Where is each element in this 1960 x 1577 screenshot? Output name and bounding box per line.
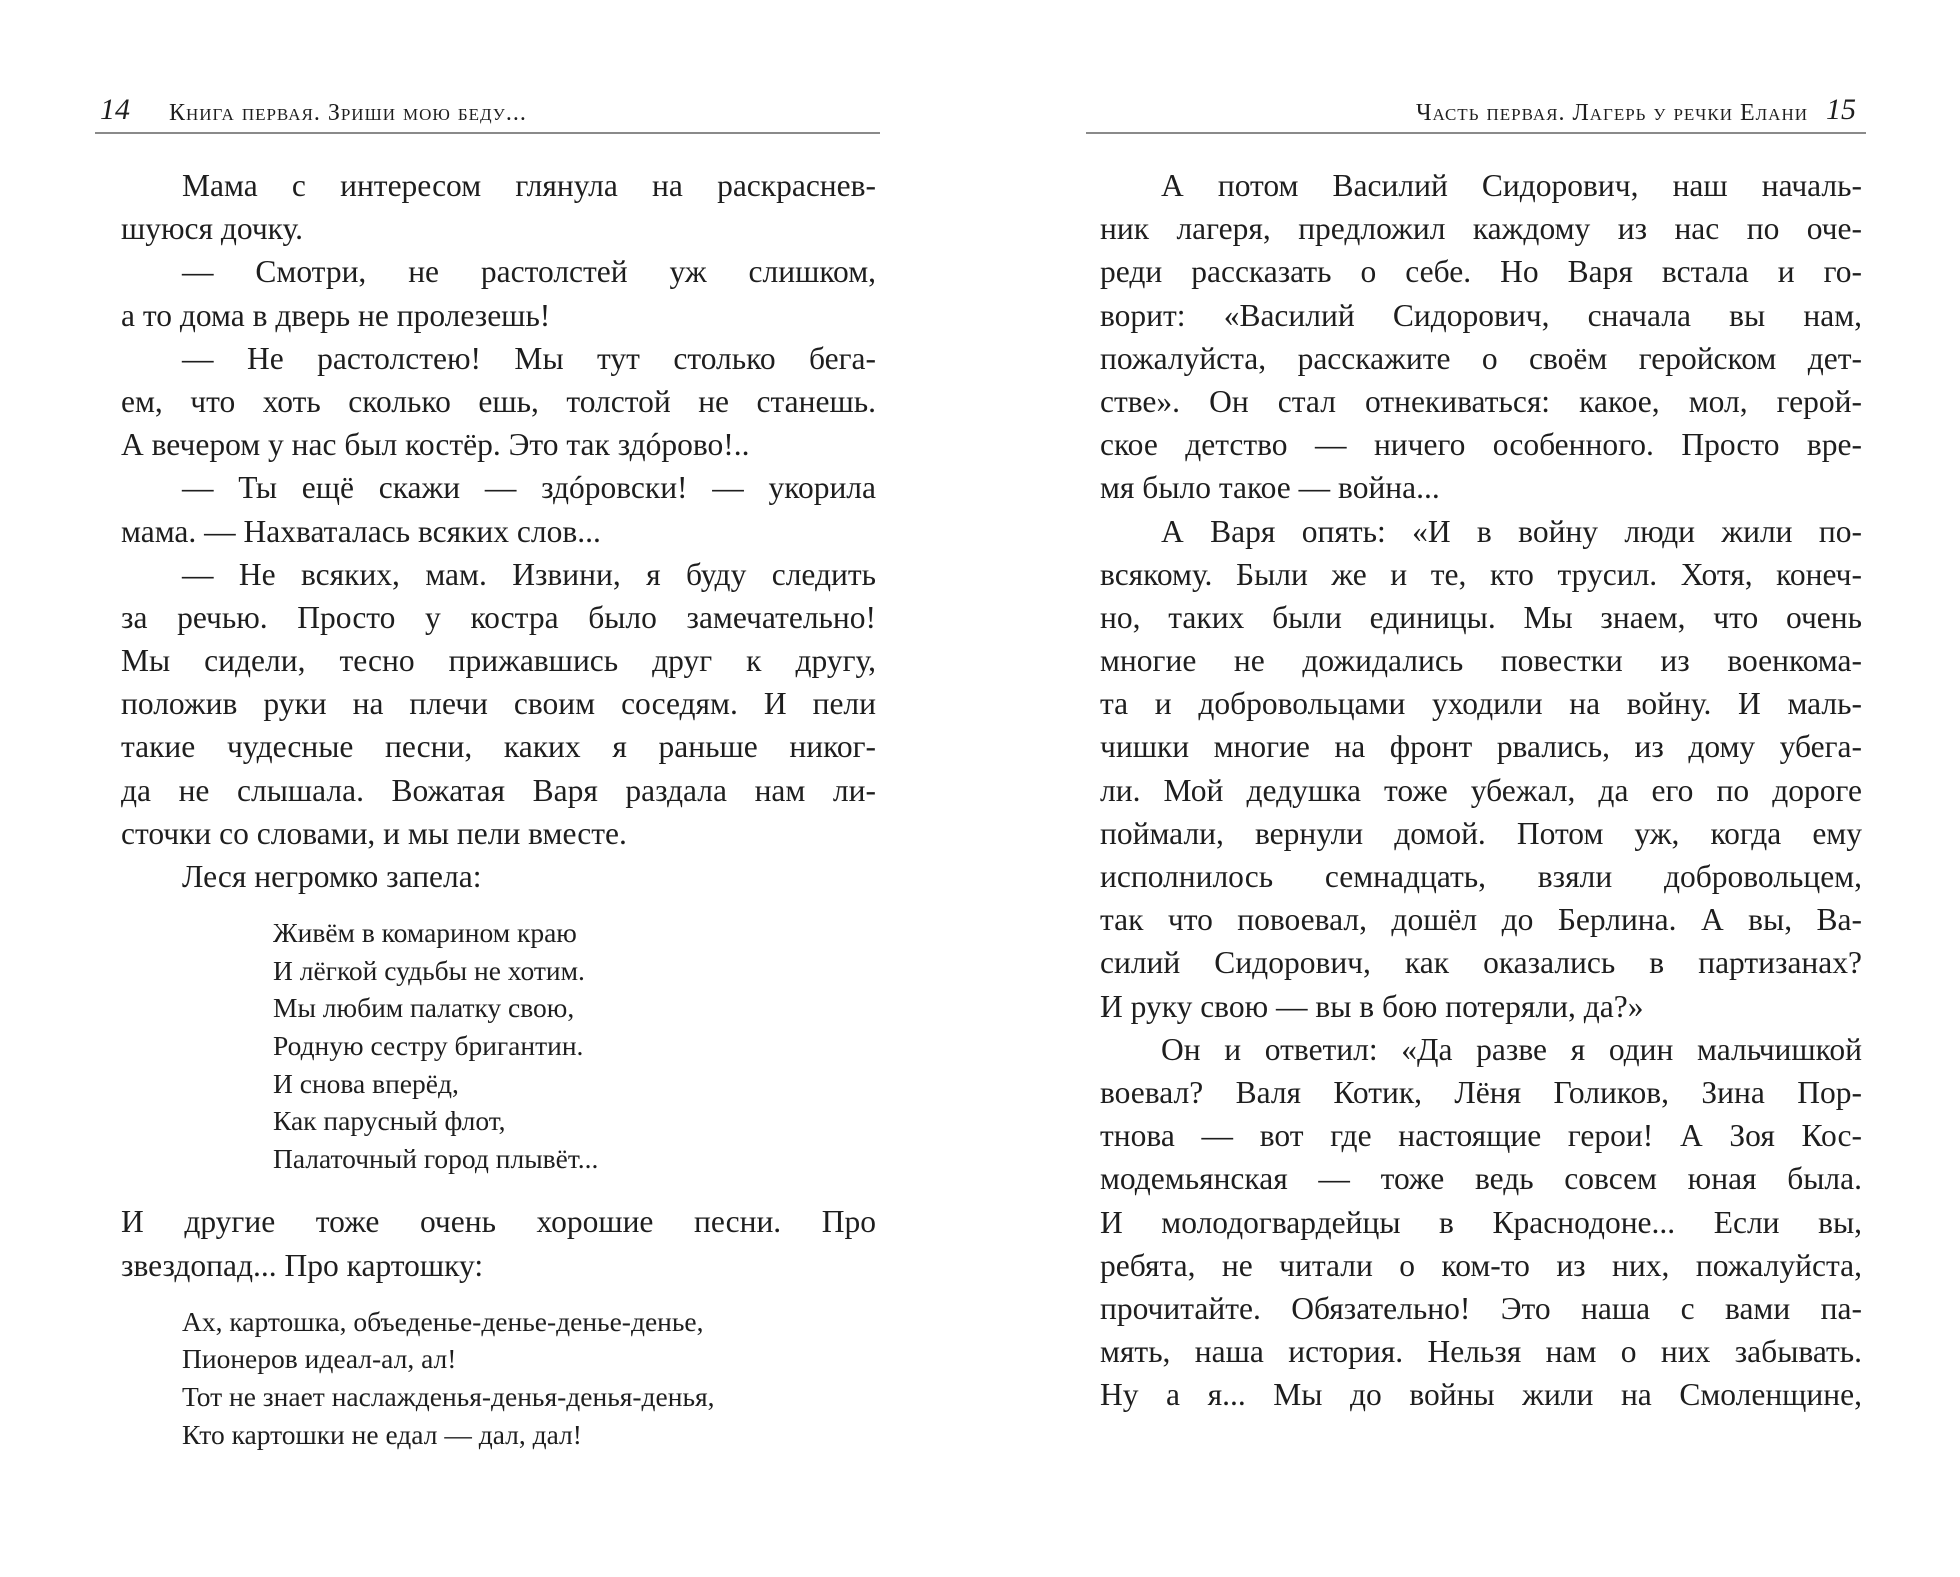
text-line: Он и ответил: «Да разве я один мальчишкой — [1161, 1031, 1862, 1067]
text-line: реди рассказать о себе. Но Варя встала и го- — [1100, 254, 1862, 290]
text-line: ем, что хоть сколько ешь, толстой не станешь. — [121, 383, 876, 419]
header-rule — [95, 132, 880, 134]
text-line: звездопад... Про картошку: — [121, 1247, 484, 1283]
text-line: ское детство — ничего особенного. Просто вре- — [1100, 427, 1862, 463]
body-text — [1100, 164, 1862, 1416]
text-line: А вечером у нас был костёр. Это так здóрово!.. — [121, 427, 750, 463]
song-verse — [121, 1303, 876, 1453]
text-line: силий Сидорович, как оказались в партизанах? — [1100, 945, 1862, 981]
text-line: модемьянская — тоже ведь совсем юная была. — [1100, 1161, 1862, 1197]
text-line: такие чудесные песни, каких я раньше никог- — [121, 729, 876, 765]
verse-line: Тот не знает наслажденья-денья-денья-денья, — [182, 1380, 715, 1412]
text-line: чишки многие на фронт рвались, из дому убега- — [1100, 729, 1862, 765]
running-head-title: Книга первая. Зриши мою беду... — [169, 100, 527, 126]
verse-line: Ах, картошка, объеденье-денье-денье-денье, — [182, 1305, 704, 1337]
body-text — [121, 164, 876, 1476]
text-line: А потом Василий Сидорович, наш началь- — [1161, 168, 1862, 203]
verse-line: Палаточный город плывёт... — [273, 1142, 599, 1174]
text-line: ник лагеря, предложил каждому из нас по оче- — [1100, 211, 1862, 247]
text-line: мять, наша история. Нельзя нам о них забывать. — [1100, 1334, 1862, 1370]
verse-line: Как парусный флот, — [273, 1105, 506, 1137]
text-line: И другие тоже очень хорошие песни. Про — [121, 1204, 876, 1240]
page-number: 14 — [100, 93, 130, 126]
text-line: исполнилось семнадцать, взяли добровольцем, — [1100, 859, 1862, 894]
verse-line: И снова вперёд, — [273, 1067, 459, 1099]
text-line: Леся негромко запела: — [182, 859, 482, 894]
text-line: воевал? Валя Котик, Лёня Голиков, Зина Пор- — [1100, 1074, 1862, 1110]
verse-line: Живём в комарином краю — [273, 917, 577, 949]
text-line: ребята, не читали о ком-то из них, пожалуйста, — [1100, 1247, 1862, 1283]
left-page — [95, 0, 880, 1577]
text-line: тнова — вот где настоящие герои! А Зоя Кос- — [1100, 1118, 1862, 1154]
text-line: — Не всяких, мам. Извини, я буду следить — [182, 556, 876, 592]
text-line: за речью. Просто у костра было замечательно! — [121, 599, 876, 635]
header-rule — [1086, 132, 1866, 134]
text-line: многие не дожидались повестки из военкома- — [1100, 643, 1862, 679]
verse-line: Кто картошки не едал — дал, дал! — [182, 1418, 582, 1450]
text-line: — Смотри, не растолстей уж слишком, — [182, 254, 876, 290]
text-line: пожалуйста, расскажите о своём геройском дет- — [1100, 340, 1862, 376]
right-page — [1086, 0, 1866, 1577]
text-line: шуюся дочку. — [121, 211, 304, 247]
text-line: мя было такое — война... — [1100, 470, 1440, 506]
text-line: Ну а я... Мы до войны жили на Смоленщине, — [1100, 1377, 1862, 1413]
song-verse — [121, 914, 876, 1177]
text-line: да не слышала. Вожатая Варя раздала нам ли- — [121, 772, 876, 808]
text-line: ворит: «Василий Сидорович, сначала вы нам, — [1100, 297, 1862, 333]
text-line: та и добровольцами уходили на войну. И маль- — [1100, 686, 1862, 722]
text-line: а то дома в дверь не пролезешь! — [121, 297, 551, 333]
verse-line: Родную сестру бригантин. — [273, 1029, 584, 1061]
text-line: — Не растолстею! Мы тут столько бега- — [182, 340, 876, 376]
verse-line: И лёгкой судьбы не хотим. — [273, 954, 585, 986]
text-line: стве». Он стал отнекиваться: какое, мол, герой- — [1100, 383, 1862, 419]
text-line: И молодогвардейцы в Краснодоне... Если вы, — [1100, 1204, 1862, 1240]
text-line: — Ты ещё скажи — здóровски! — укорила — [182, 470, 876, 506]
text-line: сточки со словами, и мы пели вместе. — [121, 815, 627, 851]
verse-line: Пионеров идеал-ал, ал! — [182, 1343, 457, 1375]
text-line: И руку свою — вы в бою потеряли, да?» — [1100, 988, 1644, 1024]
text-line: всякому. Были же и те, кто трусил. Хотя, конеч- — [1100, 556, 1862, 592]
text-line: Мама с интересом глянула на раскраснев- — [182, 168, 876, 203]
page-number: 15 — [1826, 93, 1856, 126]
text-line: Мы сидели, тесно прижавшись друг к другу, — [121, 643, 876, 679]
text-line: но, таких были единицы. Мы знаем, что очень — [1100, 599, 1862, 635]
text-line: поймали, вернули домой. Потом уж, когда ему — [1100, 815, 1862, 851]
text-line: ли. Мой дедушка тоже убежал, да его по дороге — [1100, 772, 1862, 808]
text-line: прочитайте. Обязательно! Это наша с вами па- — [1100, 1290, 1862, 1326]
running-header — [1086, 90, 1866, 130]
verse-line: Мы любим палатку свою, — [273, 992, 575, 1024]
text-line: положив руки на плечи своим соседям. И пели — [121, 686, 876, 722]
text-line: так что повоевал, дошёл до Берлина. А вы, Ва- — [1100, 902, 1862, 938]
text-line: мама. — Нахваталась всяких слов... — [121, 513, 601, 549]
running-head-title: Часть первая. Лагерь у речки Елани — [1415, 100, 1808, 126]
text-line: А Варя опять: «И в войну люди жили по- — [1161, 513, 1862, 549]
running-header — [95, 90, 880, 130]
